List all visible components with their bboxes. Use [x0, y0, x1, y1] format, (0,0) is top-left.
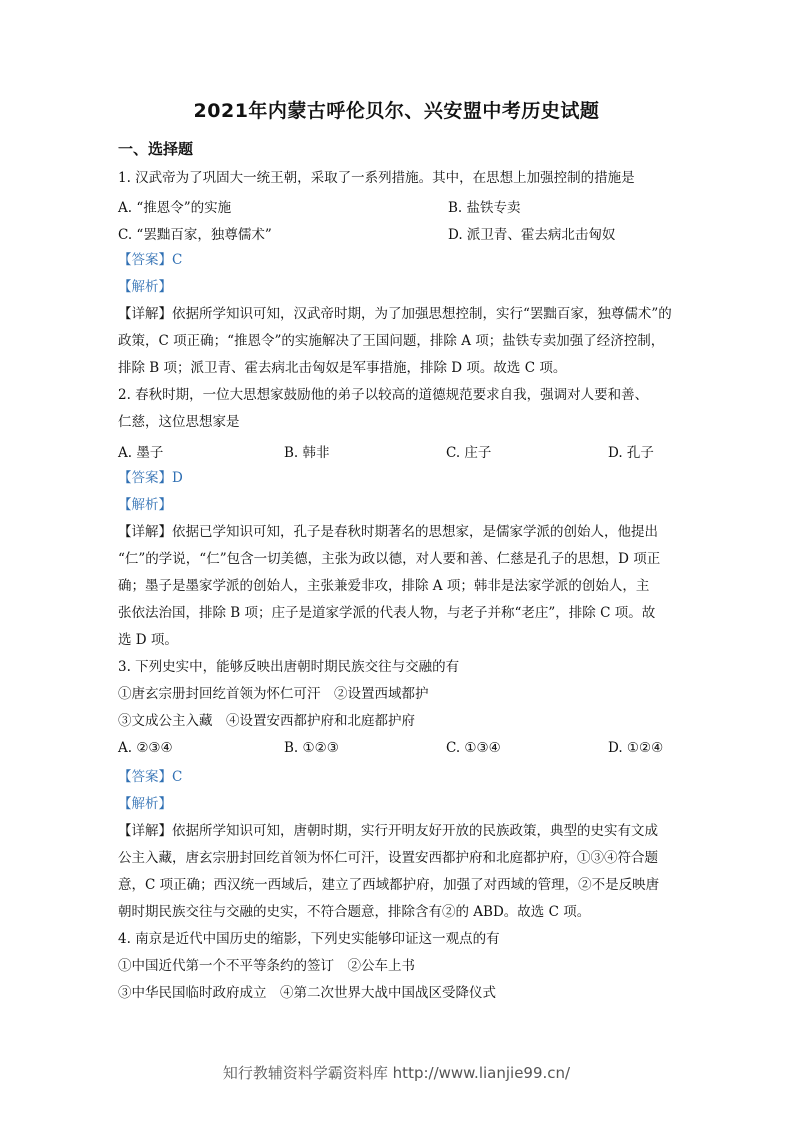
q3-answer: 【答案】C	[118, 769, 183, 785]
q3-detail-line: 公主入藏，唐玄宗册封回纥首领为怀仁可汗，设置安西都护府和北庭都护府，①③④符合题	[118, 850, 658, 866]
q3-analysis-label: 【解析】	[118, 796, 172, 812]
q2-detail-line: “仁”的学说，“仁”包含一切美德，主张为政以德，对人要和善、仁慈是孔子的思想，D 项正	[118, 551, 661, 567]
q1-analysis-label: 【解析】	[118, 279, 172, 295]
q1-option-b: B. 盐铁专卖	[448, 200, 521, 216]
q2-detail-line: 【详解】依据已学知识可知，孔子是春秋时期著名的思想家，是儒家学派的创始人，他提出	[118, 524, 658, 540]
footer-watermark-link[interactable]: 知行教辅资料学霸资料库 http://www.lianjie99.cn/	[222, 1064, 571, 1082]
q1-options-row-1	[118, 196, 678, 216]
q3-item-line: ①唐玄宗册封回纥首领为怀仁可汗 ②设置西域都护	[118, 686, 429, 702]
q3-option-a: A. ②③④	[118, 740, 173, 756]
q1-option-a: A. “推恩令”的实施	[118, 200, 232, 216]
q2-detail-line: 确；墨子是墨家学派的创始人，主张兼爱非攻，排除 A 项；韩非是法家学派的创始人，主	[118, 578, 650, 594]
q3-stem: 3. 下列史实中，能够反映出唐朝时期民族交往与交融的有	[118, 659, 460, 675]
q1-detail-line: 排除 B 项；派卫青、霍去病北击匈奴是军事措施，排除 D 项。故选 C 项。	[118, 360, 567, 376]
q2-option-b: B. 韩非	[284, 445, 330, 461]
q2-detail-line: 张依法治国，排除 B 项；庄子是道家学派的代表人物，与老子并称“老庄”，排除 C 项。故	[118, 605, 656, 621]
q1-stem: 1. 汉武帝为了巩固大一统王朝，采取了一系列措施。其中，在思想上加强控制的措施是	[118, 170, 635, 186]
q2-options-row	[118, 441, 678, 461]
q2-detail-line: 选 D 项。	[118, 632, 178, 648]
q2-answer: 【答案】D	[118, 470, 183, 486]
q3-item-line: ③文成公主入藏 ④设置安西都护府和北庭都护府	[118, 713, 415, 729]
q2-analysis-label: 【解析】	[118, 497, 172, 513]
q4-item-line: ③中华民国临时政府成立 ④第二次世界大战中国战区受降仪式	[118, 985, 496, 1001]
q3-options-row	[118, 740, 678, 760]
q1-option-c: C. “罢黜百家，独尊儒术”	[118, 227, 272, 243]
q1-detail-line: 【详解】依据所学知识可知，汉武帝时期，为了加强思想控制，实行“罢黜百家，独尊儒术”的	[118, 306, 672, 322]
q2-option-c: C. 庄子	[446, 445, 492, 461]
q2-option-d: D. 孔子	[608, 445, 654, 461]
q2-stem-line: 仁慈，这位思想家是	[118, 414, 240, 430]
q3-option-b: B. ①②③	[284, 740, 339, 756]
q1-detail-line: 政策，C 项正确；“推恩令”的实施解决了王国问题，排除 A 项；盐铁专卖加强了经济控制，	[118, 333, 665, 349]
q4-stem: 4. 南京是近代中国历史的缩影，下列史实能够印证这一观点的有	[118, 931, 500, 947]
q2-option-a: A. 墨子	[118, 445, 164, 461]
q3-option-d: D. ①②④	[608, 740, 664, 756]
section-heading: 一、选择题	[118, 140, 194, 158]
q1-option-d: D. 派卫青、霍去病北击匈奴	[448, 227, 616, 243]
q3-option-c: C. ①③④	[446, 740, 501, 756]
q2-stem-line: 2. 春秋时期，一位大思想家鼓励他的弟子以较高的道德规范要求自我，强调对人要和善、	[118, 387, 649, 403]
page-title: 2021年内蒙古呼伦贝尔、兴安盟中考历史试题	[193, 100, 600, 122]
q3-detail-line: 【详解】依据所学知识可知，唐朝时期，实行开明友好开放的民族政策，典型的史实有文成	[118, 823, 658, 839]
q4-item-line: ①中国近代第一个不平等条约的签订 ②公车上书	[118, 958, 415, 974]
q3-detail-line: 朝时期民族交往与交融的史实，不符合题意，排除含有②的 ABD。故选 C 项。	[118, 904, 591, 920]
q1-options-row-2	[118, 223, 678, 243]
q3-detail-line: 意，C 项正确；西汉统一西域后，建立了西域都护府，加强了对西域的管理，②不是反映唐	[118, 877, 660, 893]
q1-answer: 【答案】C	[118, 252, 183, 268]
